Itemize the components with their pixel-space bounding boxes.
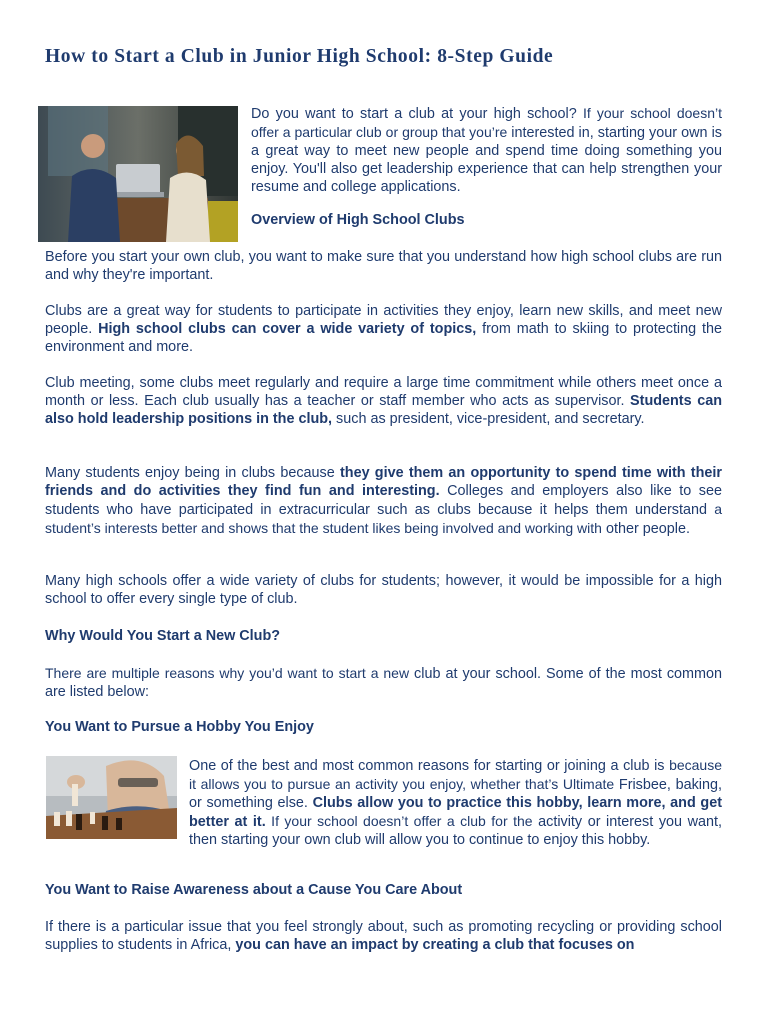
p2-bold: High school clubs can cover a wide variety of topics,: [98, 321, 477, 337]
p2-text-a: Clubs are a great way for students to participate in activities they enjoy, learn new skills, and meet new people.: [45, 303, 722, 337]
p4-text-d: a student’s interests better and shows that the student likes being involved and working with: [45, 501, 722, 536]
paragraph-students-enjoy: [45, 464, 722, 538]
p7-text-e: If your school doesn’t offer a club for the: [265, 813, 533, 829]
p6-text-a: There are multiple reasons why you’d want to start a new: [45, 665, 410, 681]
intro-text-3: interested in, starting your own is a great way to meet new people and spend time doing something you enjoy. You'll also get leadership experience that can help strengthen your resume and college applications.: [251, 125, 722, 195]
intro-text-1: Do you want to start a club at your high school?: [251, 106, 583, 122]
p7-text-c: Frisbee, baking, or something else.: [189, 777, 722, 811]
p7-bold: Clubs allow you to practice this hobby, learn more, and get better at it.: [189, 795, 722, 830]
p3-text-a: Club meeting, some clubs meet regularly and require a large time commitment while others meet once a month or less. Each club usually has a teacher or staff member who acts as supervisor.: [45, 375, 722, 409]
paragraph-clubs-great: [45, 302, 722, 356]
p3-bold: Students can also hold leadership positions in the club,: [45, 393, 722, 427]
intro-paragraph: [251, 104, 722, 196]
p7-text-b: because it allows you to pursue an activity you enjoy, whether that’s Ultimate: [189, 757, 722, 792]
paragraph-cause: [45, 918, 722, 954]
p4-text-a: Many students enjoy being in clubs because: [45, 465, 340, 481]
why-heading: Why Would You Start a New Club?: [45, 628, 281, 644]
p7-text-f: activity or interest you want, then starting your own club will allow you to continue to enjoy this hobby.: [189, 814, 722, 848]
hobby-heading: You Want to Pursue a Hobby You Enjoy: [45, 719, 314, 735]
p4-text-c: Colleges and employers also like to see students who have participated in extracurricular such as clubs because it helps them understand: [45, 483, 722, 518]
meeting-photo: [38, 106, 238, 242]
p6-text-b: club at your school. Some of the most common are listed below:: [45, 666, 722, 700]
p8-bold: you can have an impact by creating a club that focuses on: [235, 937, 635, 953]
paragraph-club-meeting: [45, 374, 722, 428]
intro-text-2: If your school doesn’t offer a particular club or group that you’re: [251, 105, 723, 140]
cause-heading: You Want to Raise Awareness about a Cause You Care About: [45, 882, 463, 898]
paragraph-hobby-top: [189, 756, 722, 849]
p2-text-c: from math to skiing to protecting the environment and more.: [45, 321, 722, 355]
paragraph-multiple-reasons: [45, 664, 722, 701]
page-title: How to Start a Club in Junior High School: 8-Step Guide: [45, 46, 554, 67]
p8-text-a: If there is a particular issue that you feel strongly about, such as promoting recycling or providing school supplies to students in Africa,: [45, 919, 722, 953]
p7-text-a: One of the best and most common reasons for starting or joining a club is: [189, 758, 670, 774]
paragraph-many-schools: Many high schools offer a wide variety of clubs for students; however, it would be impossible for a high school to offer every single type of club.: [45, 573, 722, 607]
overview-heading: Overview of High School Clubs: [251, 212, 465, 228]
paragraph-before-start: Before you start your own club, you want to make sure that you understand how high school clubs are run and why they're important.: [45, 249, 722, 283]
p3-text-c: such as president, vice-president, and secretary.: [332, 411, 645, 427]
p4-bold: they give them an opportunity to spend time with their friends and do activities they find fun and interesting.: [45, 465, 722, 499]
chess-photo: [46, 756, 177, 839]
p4-text-e: other people.: [601, 521, 690, 537]
